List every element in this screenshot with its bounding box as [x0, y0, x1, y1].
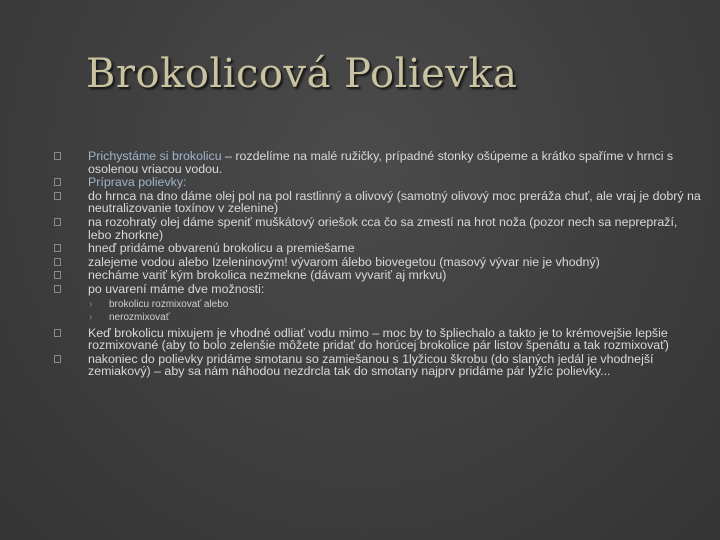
- bullet-text: Keď brokolicu mixujem je vhodné odliať vodu mimo – moc by to špliechalo a takto je to krémovejšie lepšie rozmixované (aby to bolo zelenšie môžete pridať do horúcej brokolice pár listov špenátu a tak rozmixovať): [88, 325, 669, 353]
- square-bullet-icon: [54, 152, 61, 160]
- chevron-right-icon: ›: [89, 298, 93, 310]
- bullet-text: zalejeme vodou alebo Izeleninovým! vývarom álebo biovegetou (masový vývar nie je vhodný): [88, 254, 600, 269]
- list-item: [54, 283, 704, 296]
- square-bullet-icon: [54, 258, 61, 266]
- list-item: [54, 353, 704, 378]
- list-item: [54, 242, 704, 255]
- list-item: [54, 256, 704, 269]
- list-item: [54, 327, 704, 352]
- bullet-text: nakoniec do polievky pridáme smotanu so zamiešanou s 1lyžicou škrobu (do slaných jedál je vhodnejší zemiakový) – aby sa nám náhodou nezdrcla tak do smotany najprv pridáme pár lyžíc polievky...: [88, 351, 654, 379]
- square-bullet-icon: [54, 285, 61, 293]
- list-item: [54, 216, 704, 241]
- square-bullet-icon: [54, 244, 61, 252]
- list-item: [54, 176, 704, 189]
- square-bullet-icon: [54, 355, 61, 363]
- square-bullet-icon: [54, 192, 61, 200]
- bullet-text: necháme variť kým brokolica nezmekne (dávam vyvariť aj mrkvu): [88, 268, 447, 283]
- sub-list-item: [54, 298, 704, 311]
- bullet-text: na rozohratý olej dáme speniť muškátový oriešok cca čo sa zmestí na hrot noža (pozor nech sa neprepraží, lebo zhorkne): [88, 214, 678, 242]
- bullet-text: do hrnca na dno dáme olej pol na pol rastlinný a olivový (samotný olivový moc preráža chuť, ale vraj je dobrý na neutralizovanie toxínov v zelenine): [88, 188, 701, 216]
- square-bullet-icon: [54, 218, 61, 226]
- bullet-text: po uvarení máme dve možnosti:: [88, 281, 265, 296]
- sub-list-item: [54, 311, 704, 324]
- chevron-right-icon: ›: [89, 311, 93, 323]
- bullet-text: – rozdelíme na malé ružičky, prípadné stonky ošúpeme a krátko spaříme v hrnci s osolenou vriacou vodou.: [88, 149, 674, 176]
- bullet-accent: Príprava polievky:: [88, 175, 187, 190]
- square-bullet-icon: [54, 329, 61, 337]
- list-item: [54, 190, 704, 215]
- sub-item-text: nerozmixovať: [109, 311, 170, 323]
- square-bullet-icon: [54, 271, 61, 279]
- bullet-text: hneď pridáme obvarenú brokolicu a premiešame: [88, 241, 355, 256]
- list-item: [54, 150, 704, 175]
- sub-item-text: brokolicu rozmixovať alebo: [109, 298, 229, 310]
- sub-list: [54, 298, 704, 324]
- square-bullet-icon: [54, 178, 61, 186]
- bullet-accent: Prichystáme si brokolicu: [88, 149, 222, 163]
- slide-content: [54, 150, 704, 379]
- list-item: [54, 269, 704, 282]
- slide-title: Brokolicová Polievka: [86, 51, 518, 97]
